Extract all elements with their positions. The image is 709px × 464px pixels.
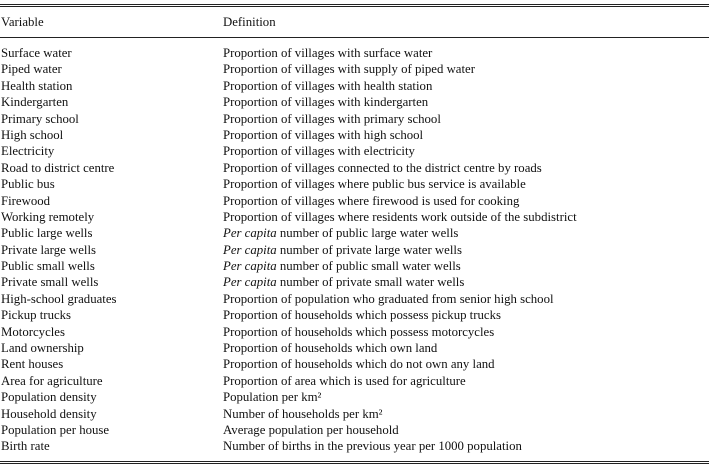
definition-cell (223, 143, 709, 159)
variable-cell: Household density (1, 406, 97, 421)
definition-cell (223, 225, 709, 241)
definition-cell (223, 340, 709, 356)
table-row (0, 209, 709, 225)
table-row (0, 274, 709, 290)
definition-cell (223, 406, 709, 422)
definition-text: Proportion of villages connected to the district centre by roads (223, 160, 542, 175)
definition-cell (223, 127, 709, 143)
definition-cell (223, 274, 709, 290)
per-capita-italic: Per capita (223, 259, 277, 274)
table-row (0, 373, 709, 389)
definition-cell (223, 111, 709, 127)
bottom-double-rule (0, 461, 709, 464)
definition-text: Number of births in the previous year per 1000 population (223, 439, 522, 454)
table-row (0, 438, 709, 454)
definition-text: Average population per household (223, 422, 399, 437)
table-row (0, 422, 709, 438)
variable-cell: Private large wells (1, 242, 97, 257)
definition-cell (223, 356, 709, 372)
definition-cell (223, 61, 709, 77)
table-row (0, 225, 709, 241)
definition-cell (223, 307, 709, 323)
header-definition: Definition (223, 15, 276, 29)
definition-cell (223, 242, 709, 258)
table-row (0, 291, 709, 307)
definition-text: Proportion of households which do not own any land (223, 357, 495, 372)
variable-cell: Private small wells (1, 275, 99, 290)
definition-text: Proportion of villages where firewood is used for cooking (223, 193, 520, 208)
top-double-rule (0, 4, 709, 7)
variable-cell: Area for agriculture (1, 373, 103, 388)
table-row (0, 340, 709, 356)
per-capita-italic: Per capita (223, 226, 277, 241)
table-row (0, 356, 709, 372)
variable-cell: Public large wells (1, 226, 93, 241)
table-row (0, 406, 709, 422)
variable-cell: Motorcycles (1, 324, 65, 339)
variable-cell: Surface water (1, 46, 72, 60)
table-header-row (0, 14, 709, 30)
table-row (0, 176, 709, 192)
per-capita-italic: Per capita (223, 275, 277, 290)
definition-cell (223, 373, 709, 389)
variable-cell: Piped water (1, 62, 62, 77)
header-rule (0, 37, 709, 38)
definition-cell (223, 258, 709, 274)
table-row (0, 78, 709, 94)
definition-text: number of public small water wells (276, 259, 461, 274)
definition-cell (223, 160, 709, 176)
variable-cell: Birth rate (1, 439, 50, 454)
definition-cell (223, 176, 709, 192)
variable-cell: Population density (1, 390, 97, 405)
definition-text: Proportion of villages with electricity (223, 144, 415, 159)
definition-text: Proportion of villages with high school (223, 127, 424, 142)
variable-cell: Public small wells (1, 259, 95, 274)
header-variable: Variable (1, 15, 44, 29)
variable-cell: Health station (1, 78, 73, 93)
definition-text: Proportion of villages where residents work outside of the subdistrict (223, 209, 577, 224)
variable-cell: Primary school (1, 111, 79, 126)
table-row (0, 61, 709, 77)
variable-definition-table (0, 4, 709, 464)
table-body (0, 45, 709, 455)
definition-cell (223, 78, 709, 94)
definition-cell (223, 389, 709, 405)
variable-cell: Rent houses (1, 357, 64, 372)
definition-text: number of private large water wells (276, 242, 462, 257)
definition-text: Proportion of population who graduated from senior high school (223, 291, 554, 306)
definition-text: Population per km² (223, 390, 322, 405)
definition-text: Proportion of villages with surface water (223, 46, 433, 60)
definition-text: Proportion of villages with health station (223, 78, 433, 93)
variable-cell: High-school graduates (1, 291, 117, 306)
definition-text: Proportion of villages with kindergarten (223, 95, 429, 110)
table-row (0, 242, 709, 258)
definition-text: Proportion of households which possess pickup trucks (223, 308, 501, 323)
definition-text: Proportion of villages with primary school (223, 111, 441, 126)
definition-text: Number of households per km² (223, 406, 383, 421)
variable-cell: High school (1, 127, 64, 142)
table-row (0, 143, 709, 159)
per-capita-italic: Per capita (223, 242, 277, 257)
definition-cell (223, 209, 709, 225)
definition-cell (223, 193, 709, 209)
table-row (0, 193, 709, 209)
definition-text: number of private small water wells (276, 275, 465, 290)
table-row (0, 111, 709, 127)
table-row (0, 389, 709, 405)
definition-cell (223, 291, 709, 307)
variable-cell: Road to district centre (1, 160, 115, 175)
variable-cell: Electricity (1, 144, 55, 159)
definition-cell (223, 45, 709, 61)
table-row (0, 94, 709, 110)
definition-text: number of public large water wells (276, 226, 459, 241)
definition-text: Proportion of villages where public bus service is available (223, 177, 526, 192)
table-row (0, 307, 709, 323)
table-row (0, 258, 709, 274)
definition-text: Proportion of area which is used for agriculture (223, 373, 466, 388)
definition-cell (223, 422, 709, 438)
variable-cell: Population per house (1, 422, 110, 437)
table-row (0, 127, 709, 143)
table-row (0, 324, 709, 340)
table-row (0, 45, 709, 61)
definition-cell (223, 324, 709, 340)
definition-text: Proportion of households which possess motorcycles (223, 324, 495, 339)
definition-text: Proportion of households which own land (223, 341, 438, 356)
definition-cell (223, 438, 709, 454)
variable-cell: Pickup trucks (1, 308, 72, 323)
variable-cell: Land ownership (1, 341, 84, 356)
variable-cell: Working remotely (1, 209, 95, 224)
variable-cell: Firewood (1, 193, 51, 208)
variable-cell: Kindergarten (1, 95, 69, 110)
definition-cell (223, 94, 709, 110)
definition-text: Proportion of villages with supply of piped water (223, 62, 475, 77)
variable-cell: Public bus (1, 177, 55, 192)
table-row (0, 160, 709, 176)
